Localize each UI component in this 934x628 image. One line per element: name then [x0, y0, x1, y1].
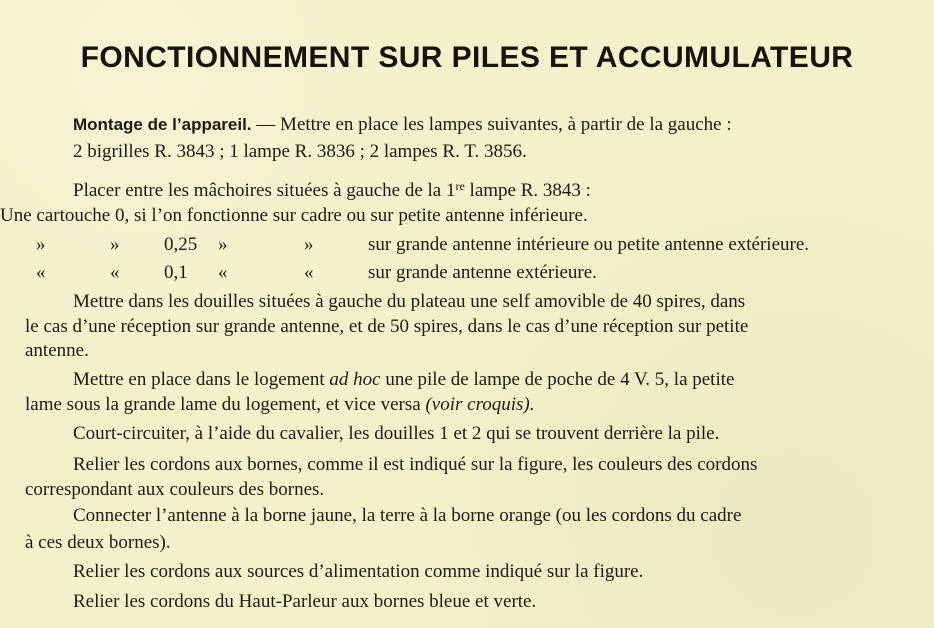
line-7: Mettre dans les douilles situées à gauche du plateau une self amovible de 40 spires, dans: [73, 291, 746, 312]
ditto-mark: »: [218, 234, 228, 255]
page-title: FONCTIONNEMENT SUR PILES ET ACCUMULATEUR: [80, 41, 854, 74]
line-5: [36, 234, 809, 256]
line-11-text-a: lame sous la grande lame du logement, et vice versa: [25, 394, 426, 415]
line-9: antenne.: [25, 340, 89, 361]
ditto-mark: «: [110, 262, 120, 283]
ditto-mark: «: [36, 262, 46, 283]
ordinal-superscript: re: [455, 179, 465, 193]
line-17: Relier les cordons aux sources d’alimentation comme indiqué sur la figure.: [73, 561, 644, 582]
line-10-text-c: une pile de lampe de poche de 4 V. 5, la petite: [380, 369, 735, 390]
line-18: Relier les cordons du Haut-Parleur aux bornes bleue et verte.: [73, 591, 537, 612]
latin-phrase: ad hoc: [329, 369, 381, 390]
ditto-mark: »: [110, 234, 120, 255]
line-4: Une cartouche 0, si l’on fonctionne sur cadre ou sur petite antenne inférieure.: [0, 205, 588, 226]
ditto-mark: «: [218, 262, 228, 283]
line-3-text-after: lampe R. 3843 :: [464, 180, 591, 201]
line-14: correspondant aux couleurs des bornes.: [25, 479, 325, 500]
line-10-text-a: Mettre en place dans le logement: [73, 369, 330, 390]
line-6-text: sur grande antenne extérieure.: [368, 262, 597, 283]
section-heading: Montage de l’appareil.: [73, 115, 252, 134]
line-11: [25, 394, 535, 416]
line-3: [73, 175, 591, 202]
line-13: Relier les cordons aux bornes, comme il est indiqué sur la figure, les couleurs des cordons: [73, 454, 758, 475]
line-15: Connecter l’antenne à la borne jaune, la terre à la borne orange (ou les cordons du cadre: [73, 505, 742, 526]
ditto-mark: »: [304, 234, 314, 255]
ditto-mark: «: [304, 262, 314, 283]
line-1: [73, 114, 732, 136]
line-16: à ces deux bornes).: [25, 532, 171, 553]
line-5-text: sur grande antenne intérieure ou petite antenne extérieure.: [368, 234, 810, 255]
cartridge-value: 0,25: [164, 234, 198, 255]
line-2: 2 bigrilles R. 3843 ; 1 lampe R. 3836 ; 2 lampes R. T. 3856.: [73, 141, 527, 162]
line-3-text-before: Placer entre les mâchoires situées à gauche de la 1: [73, 180, 456, 201]
sketch-reference: (voir croquis).: [425, 394, 535, 415]
cartridge-value: 0,1: [164, 262, 188, 283]
line-10: [73, 369, 734, 391]
line-6: [36, 262, 597, 284]
line-1-text: — Mettre en place les lampes suivantes, à partir de la gauche :: [251, 114, 732, 135]
line-8: le cas d’une réception sur grande antenne, et de 50 spires, dans le cas d’une réception sur petite: [25, 316, 749, 337]
ditto-mark: »: [36, 234, 46, 255]
line-12: Court-circuiter, à l’aide du cavalier, les douilles 1 et 2 qui se trouvent derrière la pile.: [73, 423, 720, 444]
